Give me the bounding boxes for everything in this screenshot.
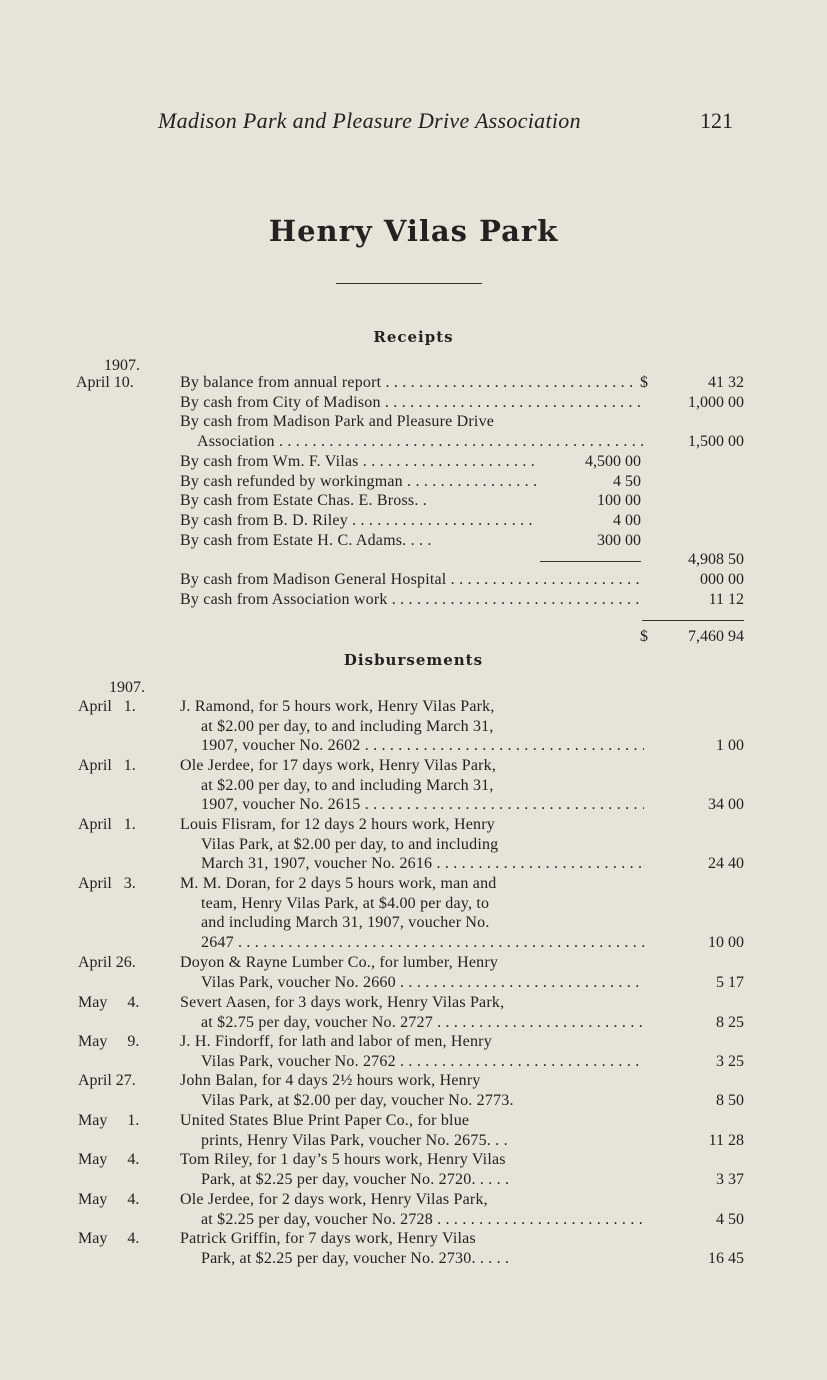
- total-rule: [642, 620, 744, 621]
- receipt-line: [0, 571, 827, 591]
- entry-text-line: Park, at $2.25 per day, voucher No. 2720. . . . .: [201, 1171, 510, 1188]
- subtotal-rule: [540, 561, 641, 562]
- disbursement-entry: [0, 698, 827, 757]
- entry-date: May 9.: [78, 1033, 140, 1050]
- receipt-line: [0, 512, 827, 532]
- entry-text-line: M. M. Doran, for 2 days 5 hours work, man and: [180, 875, 497, 892]
- receipt-line: [0, 532, 827, 552]
- entry-text-line: at $2.00 per day, to and including March 31,: [201, 718, 494, 735]
- entry-text-line: Ole Jerdee, for 17 days work, Henry Vilas Park,: [180, 757, 497, 774]
- receipt-description: By cash from Estate H. C. Adams. . . .: [180, 532, 432, 549]
- disbursement-entry: [0, 1072, 827, 1111]
- receipt-dollar-sign: $: [640, 374, 648, 391]
- receipt-description: By cash from Wm. F. Vilas . . .: [180, 453, 536, 471]
- entry-text-line: Vilas Park, voucher No. 2762 . . .: [201, 1053, 644, 1071]
- receipt-description: By cash from Estate Chas. E. Bross. .: [180, 492, 427, 509]
- receipts-heading: Receipts: [373, 328, 454, 346]
- receipt-description: By cash from B. D. Riley . . .: [180, 512, 536, 530]
- entry-date: April 1.: [78, 698, 136, 715]
- receipt-line: [0, 551, 827, 571]
- disbursement-entry: [0, 994, 827, 1033]
- receipt-description: By cash from Association work . . .: [180, 591, 644, 609]
- entry-text-line: at $2.25 per day, voucher No. 2728 . . .: [201, 1211, 644, 1229]
- entry-date: April 3.: [78, 875, 136, 892]
- receipt-description: By balance from annual report . . .: [180, 374, 636, 392]
- title-rule: [336, 283, 482, 284]
- disbursement-entry: [0, 816, 827, 875]
- entry-text-line: Louis Flisram, for 12 days 2 hours work, Henry: [180, 816, 495, 833]
- total-dollar-sign: $: [640, 628, 648, 645]
- entry-text-line: 1907, voucher No. 2615 . . .: [201, 796, 644, 814]
- receipt-description: Association . . .: [197, 433, 644, 451]
- receipt-inner-amount: 300 00: [597, 532, 641, 549]
- disbursements-year: 1907.: [109, 679, 145, 696]
- receipt-line: [0, 413, 827, 433]
- receipt-line: [0, 394, 827, 414]
- receipt-amount: 11 12: [708, 591, 744, 608]
- receipts-year: 1907.: [104, 357, 140, 374]
- disbursement-entry: [0, 954, 827, 993]
- entry-date: April 1.: [78, 757, 136, 774]
- entry-amount: 8 25: [716, 1014, 744, 1031]
- entry-text-line: Vilas Park, at $2.00 per day, to and including: [201, 836, 499, 853]
- disbursement-entry: [0, 1191, 827, 1230]
- receipt-description: By cash from Madison General Hospital . . .: [180, 571, 644, 589]
- entry-amount: 3 37: [716, 1171, 744, 1188]
- entry-text-line: Patrick Griffin, for 7 days work, Henry Vilas: [180, 1230, 476, 1247]
- receipt-inner-amount: 4 50: [613, 473, 641, 490]
- entry-date: May 4.: [78, 994, 140, 1011]
- entry-text-line: Vilas Park, voucher No. 2660 . . .: [201, 974, 644, 992]
- entry-date: May 1.: [78, 1112, 140, 1129]
- entry-text-line: Park, at $2.25 per day, voucher No. 2730. . . . .: [201, 1250, 510, 1267]
- page-title: Henry Vilas Park: [268, 214, 559, 248]
- receipt-line: [0, 433, 827, 453]
- entry-amount: 3 25: [716, 1053, 744, 1070]
- receipt-amount: 000 00: [700, 571, 744, 588]
- disbursements-heading: Disbursements: [343, 651, 484, 669]
- entry-date: April 27.: [78, 1072, 136, 1089]
- receipt-line: [0, 492, 827, 512]
- disbursement-entry: [0, 1151, 827, 1190]
- receipt-inner-amount: 4,500 00: [585, 453, 641, 470]
- receipt-line: [0, 374, 827, 394]
- entry-amount: 16 45: [708, 1250, 744, 1267]
- entry-text-line: Ole Jerdee, for 2 days work, Henry Vilas Park,: [180, 1191, 488, 1208]
- entry-text-line: 1907, voucher No. 2602 . . .: [201, 737, 644, 755]
- entry-amount: 8 50: [716, 1092, 744, 1109]
- receipt-description: By cash from City of Madison . . .: [180, 394, 644, 412]
- running-head: [0, 108, 827, 142]
- disbursement-entry: [0, 1112, 827, 1151]
- receipt-description: By cash refunded by workingman . . .: [180, 473, 536, 491]
- entry-amount: 11 28: [708, 1132, 744, 1149]
- entry-text-line: Doyon & Rayne Lumber Co., for lumber, Henry: [180, 954, 499, 971]
- receipt-line: [0, 591, 827, 611]
- entry-amount: 4 50: [716, 1211, 744, 1228]
- entry-amount: 1 00: [716, 737, 744, 754]
- disbursement-entry: [0, 757, 827, 816]
- receipt-amount: 1,500 00: [688, 433, 744, 450]
- receipts-date: April 10.: [76, 374, 134, 391]
- entry-text-line: at $2.00 per day, to and including March 31,: [201, 777, 494, 794]
- entry-text-line: prints, Henry Vilas Park, voucher No. 2675. . .: [201, 1132, 508, 1149]
- entry-text-line: and including March 31, 1907, voucher No.: [201, 914, 490, 931]
- entry-text-line: Severt Aasen, for 3 days work, Henry Vilas Park,: [180, 994, 505, 1011]
- page-number: 121: [700, 108, 733, 133]
- entry-date: May 4.: [78, 1230, 140, 1247]
- receipt-description: By cash from Madison Park and Pleasure Drive: [180, 413, 495, 430]
- entry-text-line: 2647 . . .: [201, 934, 644, 952]
- entry-text-line: March 31, 1907, voucher No. 2616 . . .: [201, 855, 644, 873]
- receipt-inner-amount: 4 00: [613, 512, 641, 529]
- receipt-amount: 1,000 00: [688, 394, 744, 411]
- receipt-line: [0, 453, 827, 473]
- entry-date: May 4.: [78, 1151, 140, 1168]
- entry-text-line: at $2.75 per day, voucher No. 2727 . . .: [201, 1014, 644, 1032]
- receipt-amount: 4,908 50: [688, 551, 744, 568]
- receipt-inner-amount: 100 00: [597, 492, 641, 509]
- entry-date: April 26.: [78, 954, 136, 971]
- entry-text-line: team, Henry Vilas Park, at $4.00 per day, to: [201, 895, 490, 912]
- entry-date: April 1.: [78, 816, 136, 833]
- entry-amount: 5 17: [716, 974, 744, 991]
- running-title: Madison Park and Pleasure Drive Association: [158, 108, 581, 133]
- entry-text-line: J. Ramond, for 5 hours work, Henry Vilas Park,: [180, 698, 495, 715]
- entry-text-line: United States Blue Print Paper Co., for blue: [180, 1112, 470, 1129]
- entry-amount: 34 00: [708, 796, 744, 813]
- entry-amount: 24 40: [708, 855, 744, 872]
- entry-text-line: J. H. Findorff, for lath and labor of men, Henry: [180, 1033, 492, 1050]
- disbursement-entry: [0, 875, 827, 954]
- entry-date: May 4.: [78, 1191, 140, 1208]
- entry-text-line: Tom Riley, for 1 day’s 5 hours work, Henry Vilas: [180, 1151, 506, 1168]
- entry-text-line: John Balan, for 4 days 2½ hours work, Henry: [180, 1072, 481, 1089]
- entry-text-line: Vilas Park, at $2.00 per day, voucher No. 2773.: [201, 1092, 514, 1109]
- disbursement-entry: [0, 1033, 827, 1072]
- receipt-line: [0, 473, 827, 493]
- receipts-total: 7,460 94: [688, 628, 744, 645]
- disbursement-entry: [0, 1230, 827, 1269]
- receipt-amount: 41 32: [708, 374, 744, 391]
- entry-amount: 10 00: [708, 934, 744, 951]
